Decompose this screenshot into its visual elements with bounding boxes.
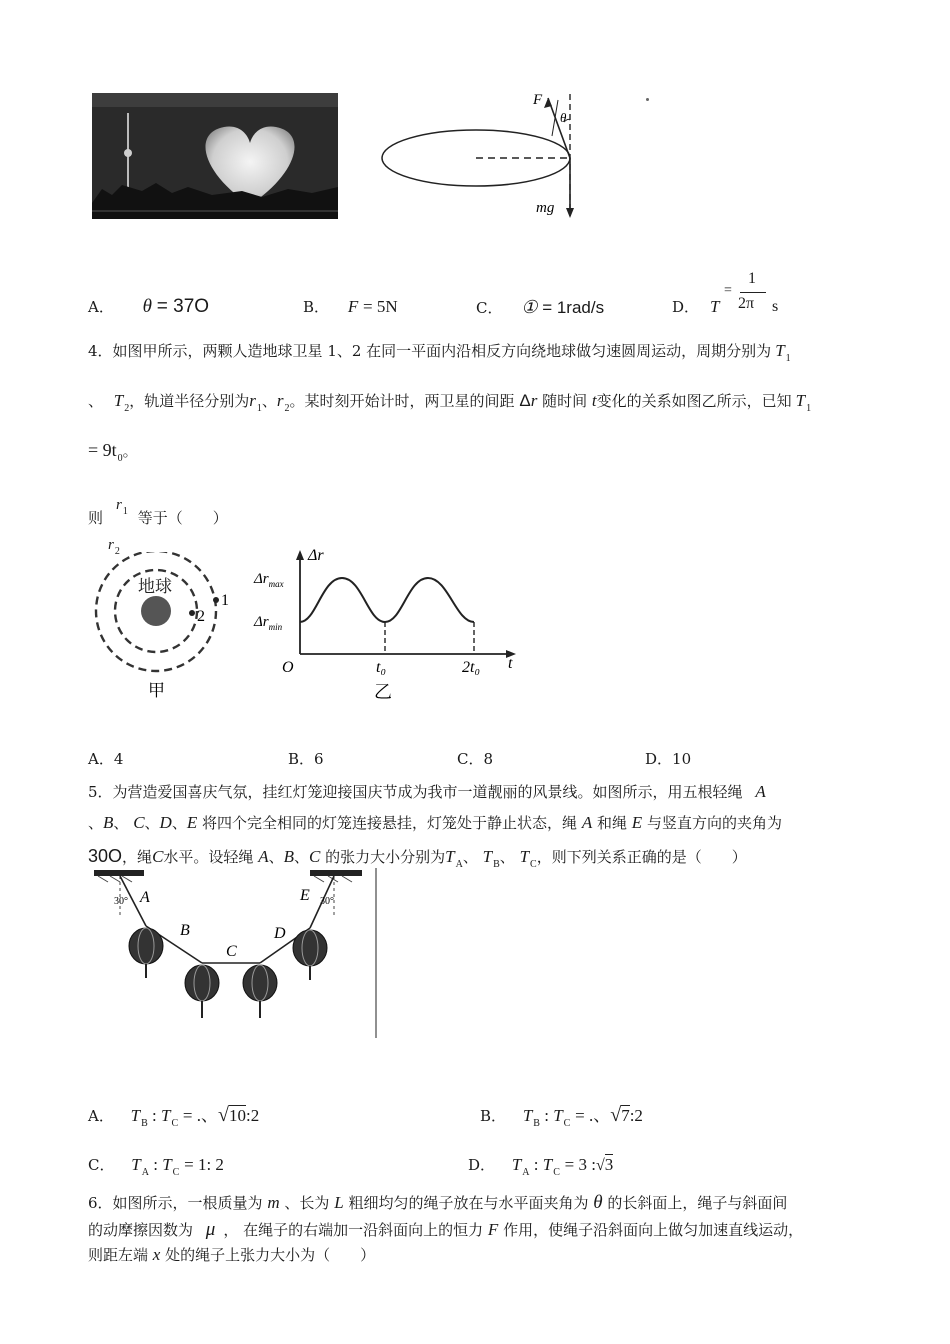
- lantern-diagram: [92, 868, 382, 1040]
- yi-xlabel: t: [508, 655, 513, 672]
- q4-line-3: = $9t_0$。: [88, 440, 138, 464]
- q5-option-a[interactable]: A． $T_B$ : $T_C$ = .、√10:2: [88, 1104, 260, 1129]
- rope-C-label: C: [226, 943, 237, 960]
- yi-ylabel: Δr: [308, 548, 324, 564]
- night-heart-photo: [92, 93, 338, 219]
- q3-option-d[interactable]: D．: [672, 298, 700, 316]
- theta-label: θ: [560, 110, 567, 125]
- q4-option-d[interactable]: D．10: [645, 750, 692, 768]
- rope-A-label: A: [140, 889, 150, 906]
- q4-line-1: 4．如图甲所示，两颗人造地球卫星 1、2 在同一平面内沿相反方向绕地球做匀速圆周运动，周期分别为 $T_1$: [88, 341, 791, 364]
- q3-option-d-formula: T = 1 2π s: [710, 270, 779, 316]
- q5-option-d[interactable]: D． $T_A$ : $T_C = 3$ :√3: [468, 1155, 614, 1178]
- q6-line-1: 6．如图所示，一根质量为 m 、长为 L 粗细均匀的绳子放在与水平面夹角为 θ 的长斜面上，绳子与斜面间: [88, 1192, 788, 1213]
- q3-option-b[interactable]: B． F = 5N: [303, 297, 398, 316]
- stray-dot: [646, 98, 649, 101]
- svg-text:Δrmin: $\Delta r_{min}$: [254, 614, 283, 632]
- q3-option-c[interactable]: C． ① = 1rad/s: [476, 297, 605, 317]
- jia-caption: 甲: [148, 681, 165, 700]
- q5-option-b[interactable]: B． $T_B$ : $T_C$ = .、√7:2: [480, 1104, 643, 1129]
- q4-line-2: 、 $T_2$，轨道半径分别为$r_1$、$r_2$。某时刻开始计时，两卫星的间距 Δr 随时间 t变化的关系如图乙所示，已知 $T_1$: [88, 391, 812, 414]
- yi-caption: 乙: [374, 682, 392, 702]
- q5-line-1: 5．为营造爱国喜庆气氛，挂红灯笼迎接国庆节成为我市一道靓丽的风景线。如图所示，用五根轻绳 A: [88, 782, 766, 801]
- q5-line-3: 30O，绳C水平。设轻绳 A、B、C 的张力大小分别为$T_A$、 $T_B$、 $T_C$，则下列关系正确的是（ ）: [88, 846, 747, 870]
- force-F-label: F: [533, 92, 543, 108]
- q5-option-c[interactable]: C． $T_A$ : $T_C = 1$: 2: [88, 1155, 224, 1178]
- q4-option-a[interactable]: A．4: [88, 750, 124, 768]
- orbit-diagram-jia: [86, 552, 246, 702]
- rope-E-label: E: [300, 887, 310, 904]
- q6-line-2: 的动摩擦因数为 μ ， 在绳子的右端加一沿斜面向上的恒力 F 作用，使绳子沿斜面向上做匀加速直线运动，: [88, 1219, 804, 1240]
- mg-label: mg: [536, 200, 555, 216]
- yi-2t0: 2t₀: [462, 659, 481, 676]
- q4-r2-denominator: $r_2$: [108, 537, 120, 557]
- conical-pendulum-diagram: [380, 92, 580, 222]
- earth-label: 地球: [138, 577, 172, 596]
- sat1-label: 1: [221, 592, 229, 609]
- q4-r1-numerator: $r_1$: [116, 497, 128, 517]
- yi-t0: t₀: [376, 659, 387, 676]
- q3-option-a[interactable]: A． θ = 37O: [88, 296, 210, 317]
- svg-text:Δrmax: $\Delta r_{max}$: [254, 571, 284, 589]
- angle-label-left: 30°: [114, 896, 128, 907]
- rope-D-label: D: [274, 925, 286, 942]
- q4-question: 则 等于（ ）: [88, 509, 228, 527]
- rope-B-label: B: [180, 922, 190, 939]
- q6-line-3: 则距左端 x 处的绳子上张力大小为（ ）: [88, 1245, 376, 1264]
- sat2-label: 2: [197, 608, 205, 625]
- q4-option-b[interactable]: B．6: [288, 750, 324, 768]
- q4-option-c[interactable]: C．8: [457, 750, 494, 768]
- q5-line-2: 、B、 C、D、E 将四个完全相同的灯笼连接悬挂，灯笼处于静止状态，绳 A 和绳 E 与竖直方向的夹角为: [88, 813, 782, 832]
- angle-label-right: 30°: [320, 896, 334, 907]
- distance-time-graph-yi: [250, 548, 522, 708]
- yi-origin: O: [282, 659, 294, 676]
